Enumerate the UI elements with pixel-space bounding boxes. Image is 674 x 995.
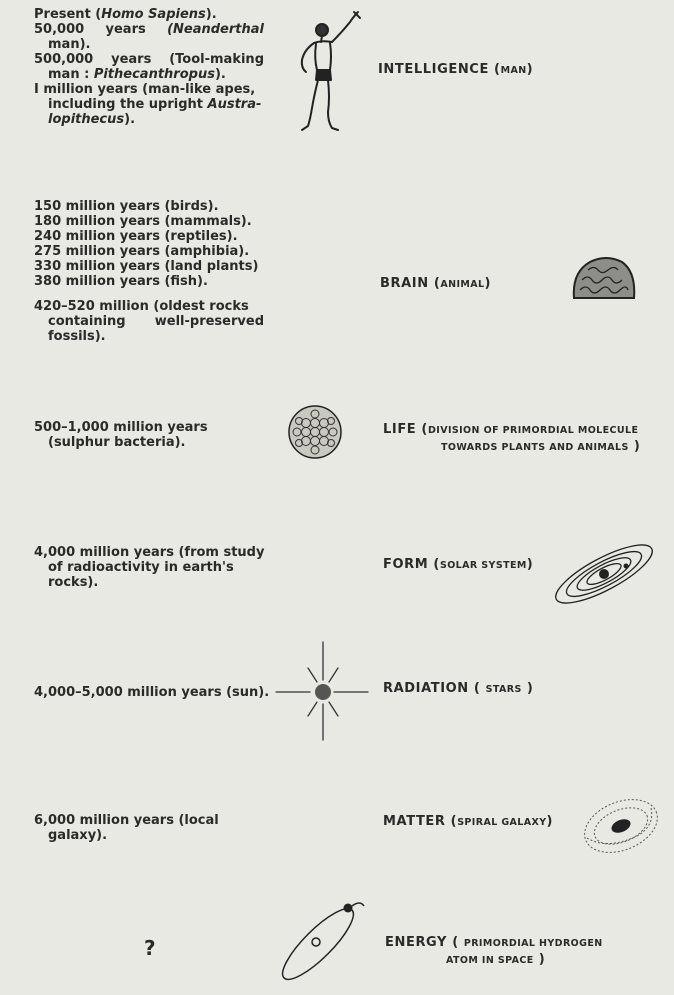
human-figure-icon — [292, 8, 364, 138]
caption-matter: MATTER (SPIRAL GALAXY) — [383, 814, 554, 829]
caption-intelligence: INTELLIGENCE (MAN) — [378, 62, 534, 77]
caption-radiation: RADIATION ( STARS ) — [383, 681, 534, 696]
caption-form: FORM (SOLAR SYSTEM) — [383, 557, 534, 572]
galaxy-timeline — [34, 813, 219, 843]
galaxy-line-cont: galaxy). — [48, 828, 108, 843]
unknown-question-mark: ? — [144, 936, 156, 960]
apes-line: I million years (man-like apes, — [34, 82, 256, 97]
caption-life: LIFE (DIVISION OF PRIMORDIAL MOLECULE TOWARDS PLANTS AND ANIMALS ) — [383, 422, 641, 454]
cell-icon — [286, 403, 344, 461]
bacteria-timeline — [34, 420, 208, 450]
neanderthal-line-cont: man). — [48, 37, 91, 52]
amphibia-line: 275 million years (amphibia). — [34, 244, 250, 259]
galaxy-line: 6,000 million years (local — [34, 813, 219, 828]
earth-line-cont: of radioactivity in earth's — [48, 560, 234, 575]
sun-timeline: 4,000–5,000 million years (sun). — [34, 685, 270, 700]
bacteria-line: 500–1,000 million years — [34, 420, 208, 435]
earth-timeline — [34, 545, 264, 590]
neanderthal-line: 50,000 years (Neanderthal — [34, 22, 264, 37]
present-line: Present (Homo Sapiens). — [34, 7, 217, 22]
fossils-line-cont: containing well-preserved — [48, 314, 264, 329]
bacteria-line-cont: (sulphur bacteria). — [48, 435, 186, 450]
birds-line: 150 million years (birds). — [34, 199, 219, 214]
apes-line-cont2: lopithecus). — [48, 112, 136, 127]
tool-making-line-cont: man : Pithecanthropus). — [48, 67, 226, 82]
mammals-line: 180 million years (mammals). — [34, 214, 252, 229]
earth-line-cont2: rocks). — [48, 575, 99, 590]
hydrogen-atom-icon — [276, 896, 378, 992]
apes-line-cont: including the upright Austra- — [48, 97, 262, 112]
tool-making-line: 500,000 years (Tool-making — [34, 52, 264, 67]
caption-brain: BRAIN (ANIMAL) — [380, 276, 492, 291]
fossils-timeline — [34, 299, 264, 344]
fossils-line: 420–520 million (oldest rocks — [34, 299, 249, 314]
caption-energy: ENERGY ( PRIMORDIAL HYDROGEN ATOM IN SPACE ) — [385, 935, 603, 967]
man-timeline — [34, 7, 264, 127]
land-plants-line: 330 million years (land plants) — [34, 259, 259, 274]
fish-line: 380 million years (fish). — [34, 274, 208, 289]
spiral-galaxy-icon — [577, 790, 663, 860]
star-icon — [272, 640, 372, 744]
brain-icon — [570, 250, 638, 305]
animal-timeline — [34, 199, 258, 289]
earth-line: 4,000 million years (from study — [34, 545, 265, 560]
fossils-line-cont2: fossils). — [48, 329, 106, 344]
solar-system-icon — [548, 540, 656, 608]
reptiles-line: 240 million years (reptiles). — [34, 229, 238, 244]
